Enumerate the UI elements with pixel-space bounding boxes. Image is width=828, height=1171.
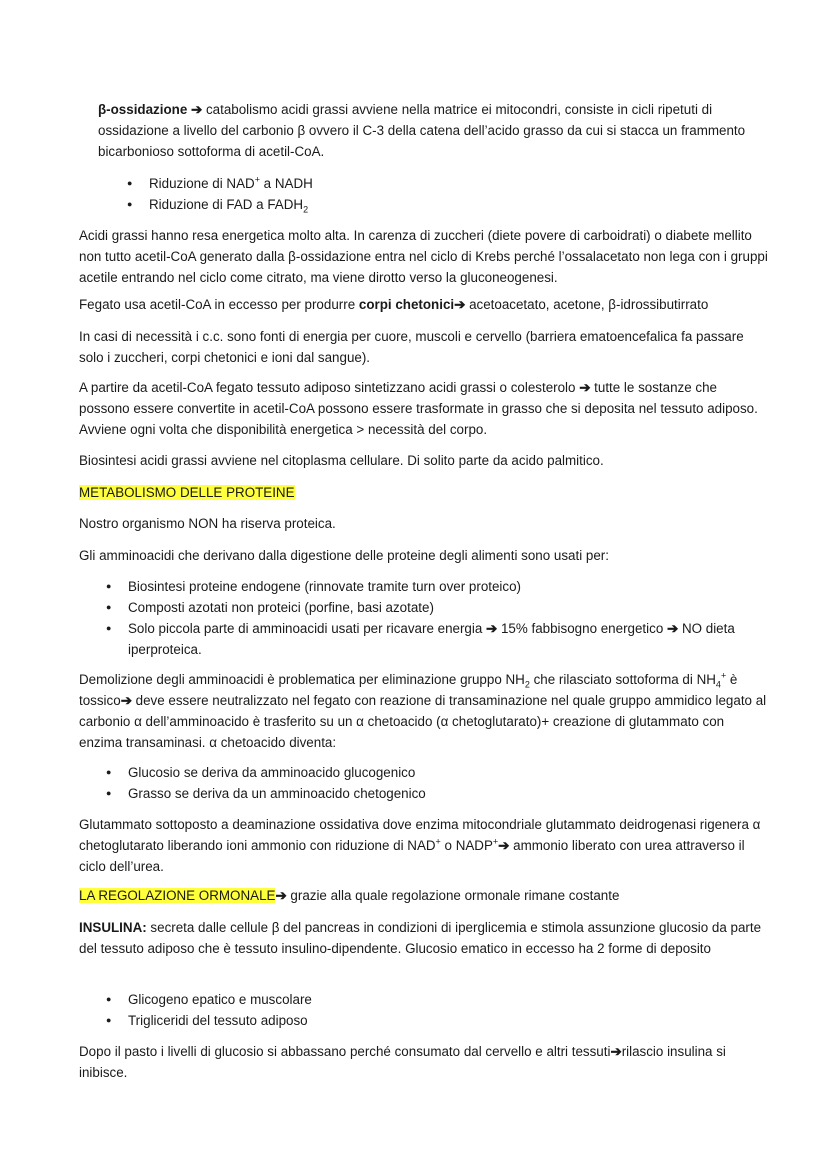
paragraph-dopo-pasto: Dopo il pasto i livelli di glucosio si abbassano perché consumato dal cervello e altri tessuti➔rilascio insulina si inibisce. (79, 1044, 726, 1080)
paragraph-amminoacidi: Gli amminoacidi che derivano dalla digestione delle proteine degli alimenti sono usati per: (79, 548, 609, 563)
paragraph-acetil-coa: A partire da acetil-CoA fegato tessuto adiposo sintetizzano acidi grassi o colesterolo ➔ tutte le sostanze che possono essere convertite in acetil-CoA possono essere trasformate in grasso che si deposita nel tessuto adiposo. Avviene ogni volta che disponibilità energetica > necessità del corpo. (79, 380, 758, 437)
list-item: ● Biosintesi proteine endogene (rinnovate tramite turn over proteico) (128, 576, 748, 597)
list-item: ● Riduzione di FAD a $FADH_2$ (149, 194, 709, 215)
term-insulina: INSULINA: (79, 920, 147, 935)
arrow-icon: ➔ (610, 1044, 622, 1059)
list-item: ● Glicogeno epatico e muscolare (128, 989, 748, 1010)
paragraph-beta-ossidazione: β-ossidazione ➔ catabolismo acidi grassi avviene nella matrice ei mitocondri, consiste in cicli ripetuti di ossidazione a livello del carbonio β ovvero il C-3 della catena dell’acido grasso da cui si stacca un frammento bicarbonioso sottoforma di acetil-CoA. (98, 102, 746, 159)
heading-metabolismo-proteine: METABOLISMO DELLE PROTEINE (79, 485, 295, 500)
arrow-icon: ➔ (454, 297, 466, 312)
paragraph-insulina: INSULINA: secreta dalle cellule β del pancreas in condizioni di iperglicemia e stimola assunzione glucosio da parte del tessuto adiposo che è tessuto insulino-dipendente. Glucosio ematico in eccesso ha 2 forme di deposito (79, 920, 762, 956)
term-corpi-chetonici: corpi chetonici (358, 297, 455, 312)
list-depositi (128, 989, 748, 1031)
arrow-icon: ➔ (498, 838, 510, 853)
list-item: ● Riduzione di NAD+ a NADH (149, 173, 709, 194)
arrow-icon: ➔ (120, 693, 132, 708)
heading-regolazione-ormonale: LA REGOLAZIONE ORMONALE➔ grazie alla quale regolazione ormonale rimane costante (79, 888, 620, 903)
list-item: ● Glucosio se deriva da amminoacido glucogenico (128, 762, 748, 783)
arrow-icon: ➔ (191, 102, 203, 117)
paragraph-necessita: In casi di necessità i c.c. sono fonti di energia per cuore, muscoli e cervello (barriera ematoencefalica fa passare solo i zuccheri, corpi chetonici e ioni dal sangue). (79, 329, 744, 365)
list-chetoacido (128, 762, 748, 804)
list-item: ● Solo piccola parte di amminoacidi usati per ricavare energia ➔ 15% fabbisogno energetico ➔ NO dieta iperproteica. (128, 618, 748, 660)
arrow-icon: ➔ (275, 888, 287, 903)
term-beta-ossidazione: β-ossidazione (98, 102, 188, 117)
arrow-icon: ➔ (486, 621, 498, 636)
list-riduzioni (149, 173, 709, 215)
list-item: ● Composti azotati non proteici (porfine, basi azotate) (128, 597, 748, 618)
list-usi-amminoacidi (128, 576, 748, 660)
paragraph-acidi-grassi: Acidi grassi hanno resa energetica molto alta. In carenza di zuccheri (diete povere di carboidrati) o diabete mellito non tutto acetil-CoA generato dalla β-ossidazione entra nel ciclo di Krebs perché l’ossalacetato non lega con i gruppi acetile entrando nel ciclo come citrato, ma viene dirotto verso la gluconeogenesi. (79, 228, 768, 285)
list-item: ● Grasso se deriva da un amminoacido chetogenico (128, 783, 748, 804)
paragraph-biosintesi: Biosintesi acidi grassi avviene nel citoplasma cellulare. Di solito parte da acido palmitico. (79, 453, 604, 468)
arrow-icon: ➔ (667, 621, 679, 636)
paragraph-riserva: Nostro organismo NON ha riserva proteica. (79, 516, 336, 531)
paragraph-glutammato: Glutammato sottoposto a deaminazione ossidativa dove enzima mitocondriale glutammato deidrogenasi rigenera α chetoglutarato liberando ioni ammonio con riduzione di NAD+ o NADP+➔ ammonio liberato con urea attraverso il ciclo dell’urea. (79, 817, 761, 874)
list-item: ● Trigliceridi del tessuto adiposo (128, 1010, 748, 1031)
paragraph-corpi-chetonici: Fegato usa acetil-CoA in eccesso per produrre corpi chetonici➔ acetoacetato, acetone, β-idrossibutirrato (79, 297, 709, 312)
paragraph-demolizione: Demolizione degli amminoacidi è problematica per eliminazione gruppo $NH_2$ che rilasciato sottoforma di $NH_4^+$ è tossico➔ deve essere neutralizzato nel fegato con reazione di transaminazione nel quale gruppo ammidico legato al carbonio α dell’amminoacido è trasferito su un α chetoacido (α chetoglutarato)+ creazione di glutammato con enzima transaminasi. α chetoacido diventa: (79, 670, 767, 750)
arrow-icon: ➔ (579, 380, 591, 395)
